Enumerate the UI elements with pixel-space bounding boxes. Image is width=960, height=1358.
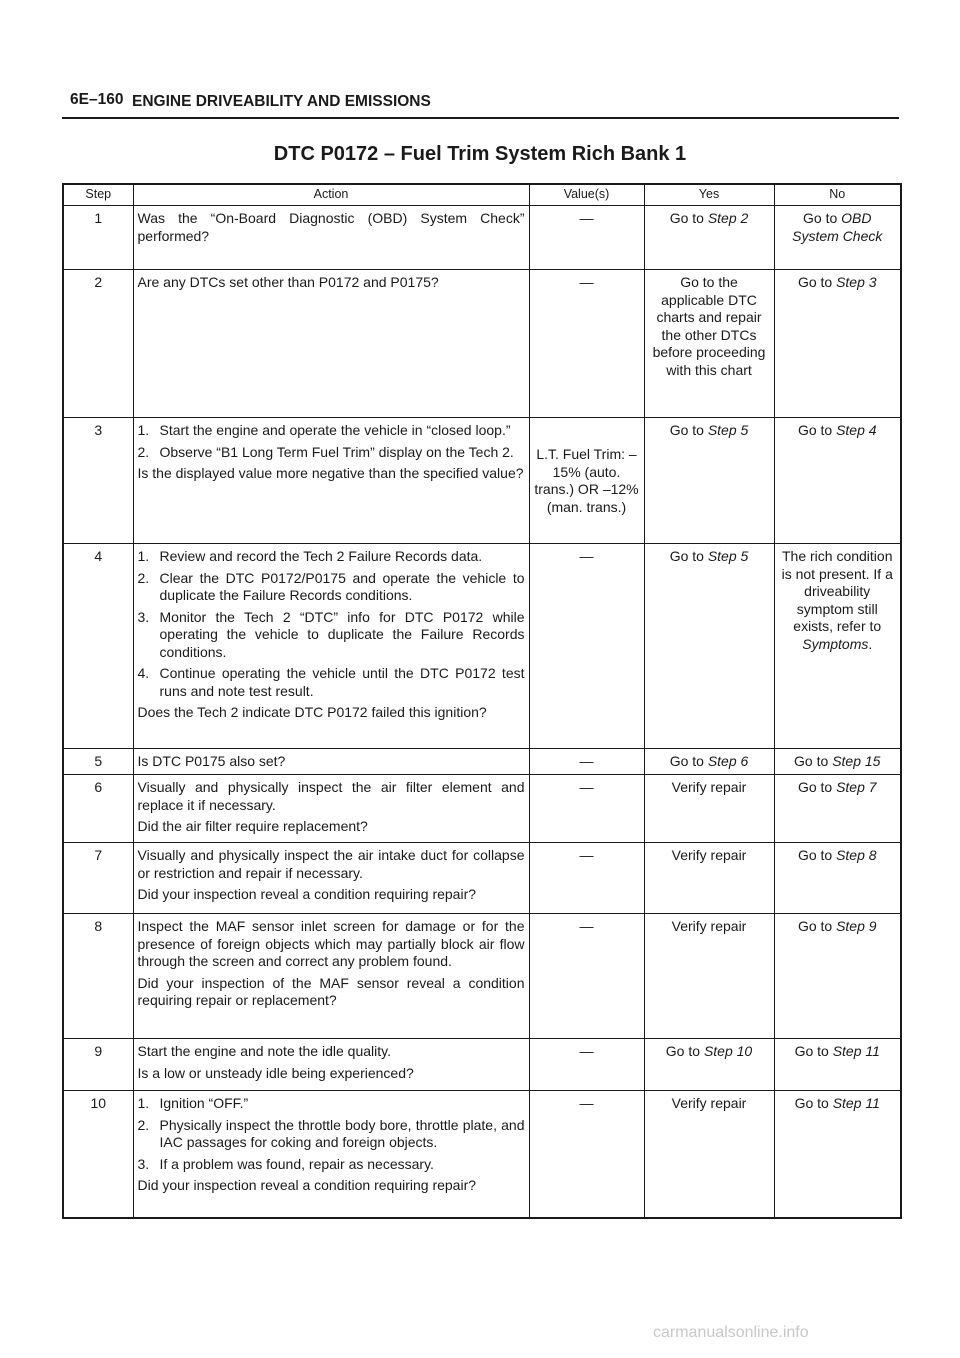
step-number: 10 — [63, 1091, 133, 1218]
no-prefix: Go to — [797, 918, 837, 934]
list-item: 1. Start the engine and operate the vehicle in “closed loop.” — [137, 422, 511, 438]
step-reference-link[interactable]: Step 5 — [707, 422, 749, 438]
list-item: 4. Continue operating the vehicle until the DTC P0172 test runs and note test result. — [137, 665, 525, 699]
action-cell — [133, 270, 529, 418]
yes-cell — [644, 749, 774, 775]
symptoms-link[interactable]: Symptoms — [802, 635, 869, 652]
table-row — [63, 270, 901, 418]
step-number: 4 — [63, 544, 133, 749]
header-rule — [62, 117, 899, 119]
col-header-yes: Yes — [644, 184, 774, 206]
action-text: Visually and physically inspect the air filter element and replace it if necessary. — [137, 779, 525, 813]
no-cell — [774, 843, 901, 914]
table-row — [63, 1091, 901, 1218]
yes-cell: Go to the applicable DTC charts and repair the other DTCs before proceeding with this chart — [644, 270, 774, 418]
value-cell: — — [529, 843, 644, 914]
table-row — [63, 1039, 901, 1091]
value-cell: — — [529, 749, 644, 775]
action-cell — [133, 775, 529, 843]
list-item: 1. Ignition “OFF.” — [137, 1095, 249, 1111]
step-reference-link[interactable]: Step 7 — [836, 779, 877, 795]
action-cell — [133, 544, 529, 749]
no-prefix: Go to — [797, 274, 837, 290]
no-cell — [774, 775, 901, 843]
step-reference-link[interactable]: Step 5 — [707, 548, 749, 564]
action-question: Is the displayed value more negative than the specified value? — [137, 465, 524, 481]
yes-cell — [644, 206, 774, 270]
no-prefix: Go to — [794, 753, 833, 769]
action-text: Inspect the MAF sensor inlet screen for damage or for the presence of foreign objects which may partially block air flow through the screen and correct any problem found. — [137, 918, 525, 969]
yes-prefix: Go to — [669, 210, 708, 226]
value-cell: — — [529, 775, 644, 843]
value-cell: L.T. Fuel Trim: –15% (auto. trans.) OR –12% (man. trans.) — [529, 418, 644, 544]
step-number: 7 — [63, 843, 133, 914]
yes-cell — [644, 1039, 774, 1091]
step-number: 2 — [63, 270, 133, 418]
diagnostic-table — [62, 183, 902, 1219]
col-header-step: Step — [63, 184, 133, 206]
step-reference-link[interactable]: Step 15 — [832, 753, 881, 769]
no-cell — [774, 206, 901, 270]
no-cell — [774, 749, 901, 775]
table-row — [63, 206, 901, 270]
action-text: Are any DTCs set other than P0172 and P0175? — [137, 274, 439, 290]
section-title: ENGINE DRIVEABILITY AND EMISSIONS — [132, 93, 431, 110]
step-reference-link[interactable]: Step 6 — [707, 753, 749, 769]
yes-cell: Verify repair — [644, 914, 774, 1039]
no-prefix: Go to — [797, 422, 837, 438]
procedure-list — [138, 1095, 525, 1173]
action-question: Did your inspection of the MAF sensor reveal a condition requiring repair or replacement? — [137, 974, 525, 1008]
no-cell — [774, 418, 901, 544]
table-row — [63, 914, 901, 1039]
table-header-row — [63, 184, 901, 206]
list-item: 2. Observe “B1 Long Term Fuel Trim” display on the Tech 2. — [137, 443, 514, 460]
no-text: The rich condition is not present. If a driveability symptom still exists, refer to — [781, 548, 893, 634]
no-prefix: Go to — [794, 1043, 833, 1059]
action-question: Did your inspection reveal a condition requiring repair? — [137, 886, 477, 902]
no-prefix: Go to — [794, 1095, 833, 1111]
yes-prefix: Go to — [669, 548, 708, 564]
value-cell: — — [529, 544, 644, 749]
no-cell — [774, 914, 901, 1039]
no-cell — [774, 1091, 901, 1218]
table-row — [63, 544, 901, 749]
action-text: Was the “On-Board Diagnostic (OBD) System Check” performed? — [137, 210, 525, 244]
yes-prefix: Go to — [669, 422, 708, 438]
no-prefix: Go to — [797, 779, 837, 795]
procedure-list — [138, 422, 525, 461]
page-title: DTC P0172 – Fuel Trim System Rich Bank 1 — [273, 143, 687, 165]
step-reference-link[interactable]: Step 8 — [836, 847, 877, 863]
list-item: 2. Physically inspect the throttle body bore, throttle plate, and IAC passages for coking and foreign objects. — [137, 1116, 525, 1150]
col-header-values: Value(s) — [529, 184, 644, 206]
table-row — [63, 775, 901, 843]
value-cell: — — [529, 270, 644, 418]
action-question: Did your inspection reveal a condition requiring repair? — [137, 1177, 477, 1193]
yes-cell: Verify repair — [644, 843, 774, 914]
no-prefix: Go to — [803, 210, 842, 226]
action-cell — [133, 1091, 529, 1218]
value-cell: — — [529, 206, 644, 270]
value-cell: — — [529, 1039, 644, 1091]
list-item: 3. Monitor the Tech 2 “DTC” info for DTC P0172 while operating the vehicle to duplicate the Failure Records conditions. — [137, 608, 525, 660]
action-cell — [133, 914, 529, 1039]
yes-cell: Verify repair — [644, 775, 774, 843]
list-item: 3. If a problem was found, repair as necessary. — [137, 1155, 434, 1172]
action-question: Is a low or unsteady idle being experienced? — [137, 1064, 414, 1081]
yes-prefix: Go to — [665, 1043, 704, 1059]
no-suffix: . — [868, 635, 873, 652]
yes-prefix: Go to — [669, 753, 708, 769]
no-prefix: Go to — [797, 847, 837, 863]
page-number: 6E–160 — [70, 91, 124, 108]
step-reference-link[interactable]: Step 11 — [832, 1043, 880, 1059]
step-number: 6 — [63, 775, 133, 843]
table-row — [63, 749, 901, 775]
yes-cell: Verify repair — [644, 1091, 774, 1218]
watermark-text: carmanualsonline.info — [653, 1324, 809, 1341]
action-cell — [133, 1039, 529, 1091]
list-item: 1. Review and record the Tech 2 Failure Records data. — [137, 548, 483, 564]
step-number: 3 — [63, 418, 133, 544]
col-header-no: No — [774, 184, 901, 206]
action-question: Did the air filter require replacement? — [137, 818, 368, 834]
action-cell — [133, 843, 529, 914]
step-number: 5 — [63, 749, 133, 775]
action-cell — [133, 418, 529, 544]
col-header-action: Action — [133, 184, 529, 206]
step-reference-link[interactable]: Step 4 — [836, 422, 877, 438]
step-reference-link[interactable]: Step 10 — [703, 1043, 753, 1059]
step-number: 1 — [63, 206, 133, 270]
step-number: 8 — [63, 914, 133, 1039]
value-cell: — — [529, 914, 644, 1039]
step-reference-link[interactable]: Step 9 — [836, 918, 877, 934]
action-text: Visually and physically inspect the air intake duct for collapse or restriction and repair if necessary. — [137, 847, 525, 881]
no-cell — [774, 1039, 901, 1091]
value-cell: — — [529, 1091, 644, 1218]
no-cell — [774, 270, 901, 418]
procedure-list — [138, 548, 525, 700]
table-row — [63, 418, 901, 544]
step-reference-link[interactable]: Step 2 — [707, 210, 749, 226]
yes-cell — [644, 418, 774, 544]
action-cell — [133, 206, 529, 270]
list-item: 2. Clear the DTC P0172/P0175 and operate the vehicle to duplicate the Failure Records conditions. — [137, 569, 525, 603]
action-cell — [133, 749, 529, 775]
obd-system-check-link[interactable]: OBD System Check — [792, 210, 883, 244]
no-cell — [774, 544, 901, 749]
action-text: Start the engine and note the idle quality. — [137, 1043, 391, 1059]
step-number: 9 — [63, 1039, 133, 1091]
step-reference-link[interactable]: Step 3 — [836, 274, 877, 290]
step-reference-link[interactable]: Step 11 — [832, 1095, 880, 1111]
table-row — [63, 843, 901, 914]
action-text: Is DTC P0175 also set? — [137, 753, 286, 769]
action-question: Does the Tech 2 indicate DTC P0172 failed this ignition? — [137, 704, 487, 720]
yes-cell — [644, 544, 774, 749]
